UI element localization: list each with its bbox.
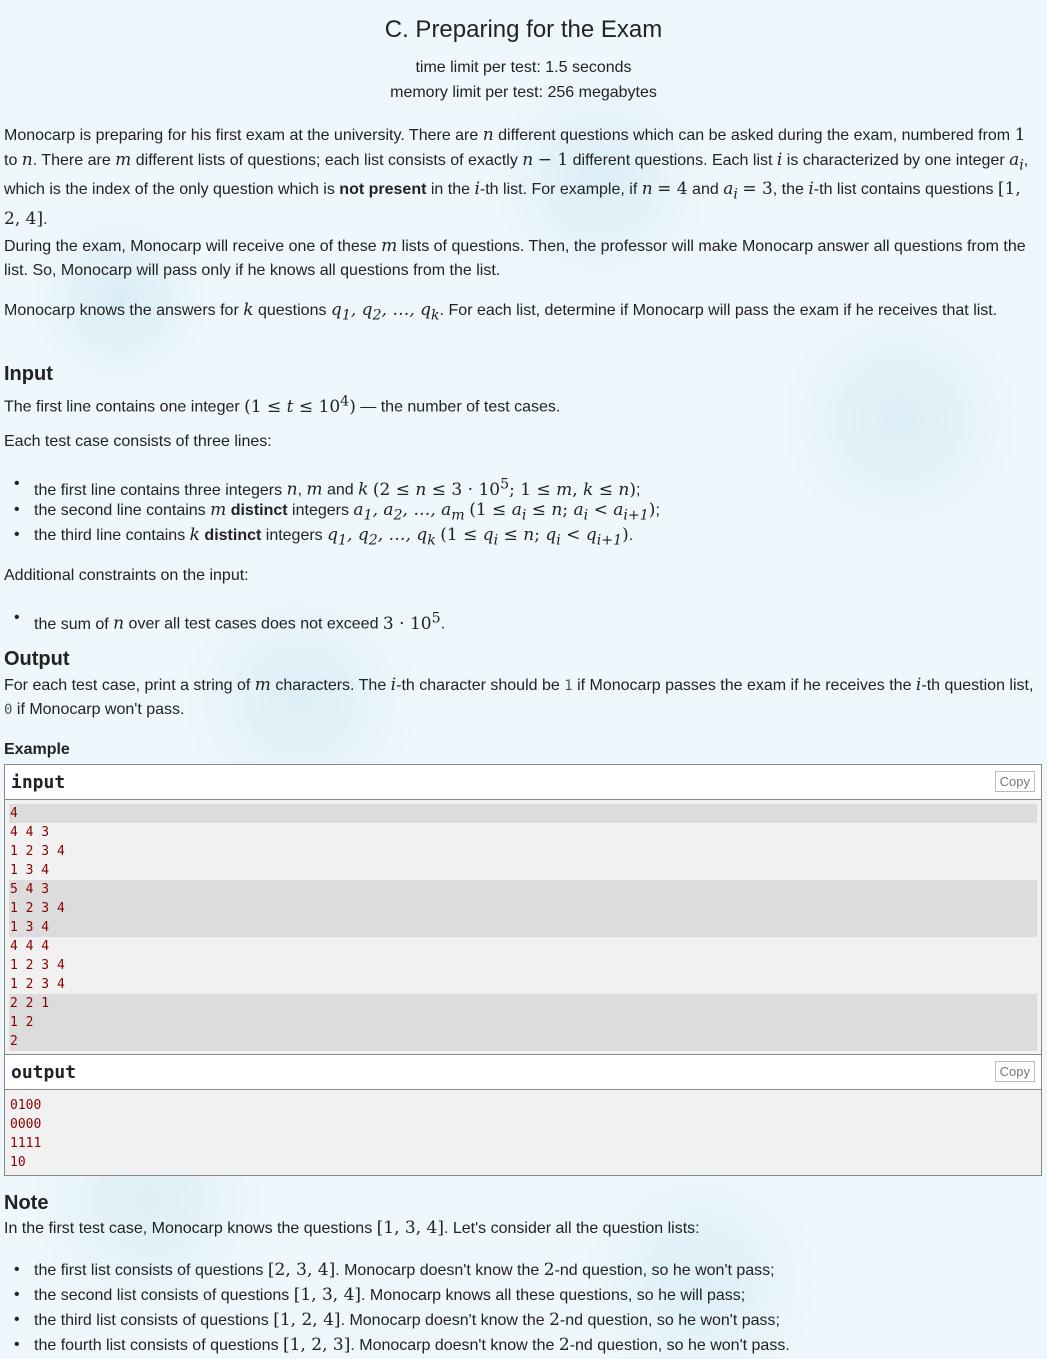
input-line: 1 2 3 4 [9, 956, 1037, 975]
output-line: 0000 [10, 1117, 42, 1132]
example-output-box [4, 1054, 1042, 1176]
note-intro: In the first test case, Monocarp knows the questions [1, 3, 4]. Let's consider all the question lists: [4, 1218, 700, 1238]
example-input-box [4, 764, 1042, 1056]
input-line: 1 2 3 4 [9, 842, 1037, 861]
input-line: 1 2 3 4 [9, 899, 1037, 918]
output-line: 0100 [10, 1098, 42, 1113]
input-line: 4 4 3 [9, 823, 1037, 842]
example-label: Example [4, 741, 70, 758]
input-heading: Input [4, 363, 53, 385]
input-line: 4 [9, 804, 1037, 823]
legend-paragraph-1: Monocarp is preparing for his first exam at the university. There are n different questions which can be asked during the exam, numbered from 1 to n. There are m different lists of questions; each list consists of exactly n − 1 different questions. Each list i is characterized by one integer $a_i$, which is the index of the only question which is not present in the i-th list. For example, if n = 4 and $a_i = 3$, the i-th list contains questions [1, 2, 4]. [4, 125, 1029, 229]
note-item: • the fourth list consists of questions [1, 2, 3]. Monocarp doesn't know the 2-nd question, so he won't pass. [14, 1333, 1034, 1358]
example-input-content[interactable] [5, 800, 1041, 1055]
input-bullet-2: • the second line contains m distinct integers $a_1$, $a_2$, …, $a_m$ ($1 \le a_i \le n$; $a_i < a_{i+1}$); [14, 498, 1034, 527]
memory-limit: memory limit per test: 256 megabytes [390, 84, 657, 101]
copy-input-button[interactable]: Copy [995, 771, 1035, 792]
copy-output-button[interactable]: Copy [995, 1061, 1035, 1082]
input-line: 4 4 4 [9, 937, 1037, 956]
output-box-title: output [11, 1062, 77, 1083]
output-description: For each test case, print a string of m characters. The i-th character should be 1 if Monocarp passes the exam if he receives the i-th question list, 0 if Monocarp won't pass. [4, 675, 1034, 718]
input-line: 2 2 1 [9, 994, 1037, 1013]
input-line: 1 2 3 4 [9, 975, 1037, 994]
output-heading: Output [4, 648, 70, 670]
input-line: 5 4 3 [9, 880, 1037, 899]
example-output-content[interactable] [5, 1090, 1041, 1176]
input-line: 2 [9, 1032, 1037, 1051]
input-bullet-3: • the third line contains k distinct integers $q_1$, $q_2$, …, $q_k$ ($1 \le q_i \le n$; $q_i < q_{i+1}$). [14, 523, 1034, 552]
input-line: 1 2 [9, 1013, 1037, 1032]
input-line-2: Each test case consists of three lines: [4, 433, 272, 450]
note-item: • the first list consists of questions [2, 3, 4]. Monocarp doesn't know the 2-nd question, so he won't pass; [14, 1258, 1034, 1283]
note-item: • the second list consists of questions [1, 3, 4]. Monocarp knows all these questions, so he will pass; [14, 1283, 1034, 1308]
input-line-1: The first line contains one integer $(1 \le t \le 10^4)$ — the number of test cases. [4, 393, 561, 417]
time-limit: time limit per test: 1.5 seconds [415, 59, 632, 76]
note-heading: Note [4, 1192, 49, 1214]
input-line: 1 3 4 [9, 918, 1037, 937]
input-box-title: input [11, 772, 66, 793]
input-bullet-1: • the first line contains three integers n, m and k ($2 \le n \le 3 \cdot 10^5$; 1 ≤ m, k ≤ n); [14, 472, 1034, 503]
output-line: 10 [10, 1155, 26, 1170]
input-bullet-4: • the sum of n over all test cases does not exceed $3 \cdot 10^5$. [14, 606, 1034, 637]
output-line: 1111 [10, 1136, 42, 1151]
additional-constraints: Additional constraints on the input: [4, 567, 249, 584]
note-item: • the third list consists of questions [1, 2, 4]. Monocarp doesn't know the 2-nd question, so he won't pass; [14, 1308, 1034, 1333]
problem-title: C. Preparing for the Exam [384, 16, 663, 43]
legend-paragraph-2: During the exam, Monocarp will receive one of these m lists of questions. Then, the professor will make Monocarp answer all questions from the list. So, Monocarp will pass only if he knows all questions from the list. [4, 236, 1026, 279]
legend-paragraph-3: Monocarp knows the answers for k questions $q_1$, $q_2$, …, $q_k$. For each list, determine if Monocarp will pass the exam if he receives that list. [4, 300, 998, 324]
input-line: 1 3 4 [9, 861, 1037, 880]
